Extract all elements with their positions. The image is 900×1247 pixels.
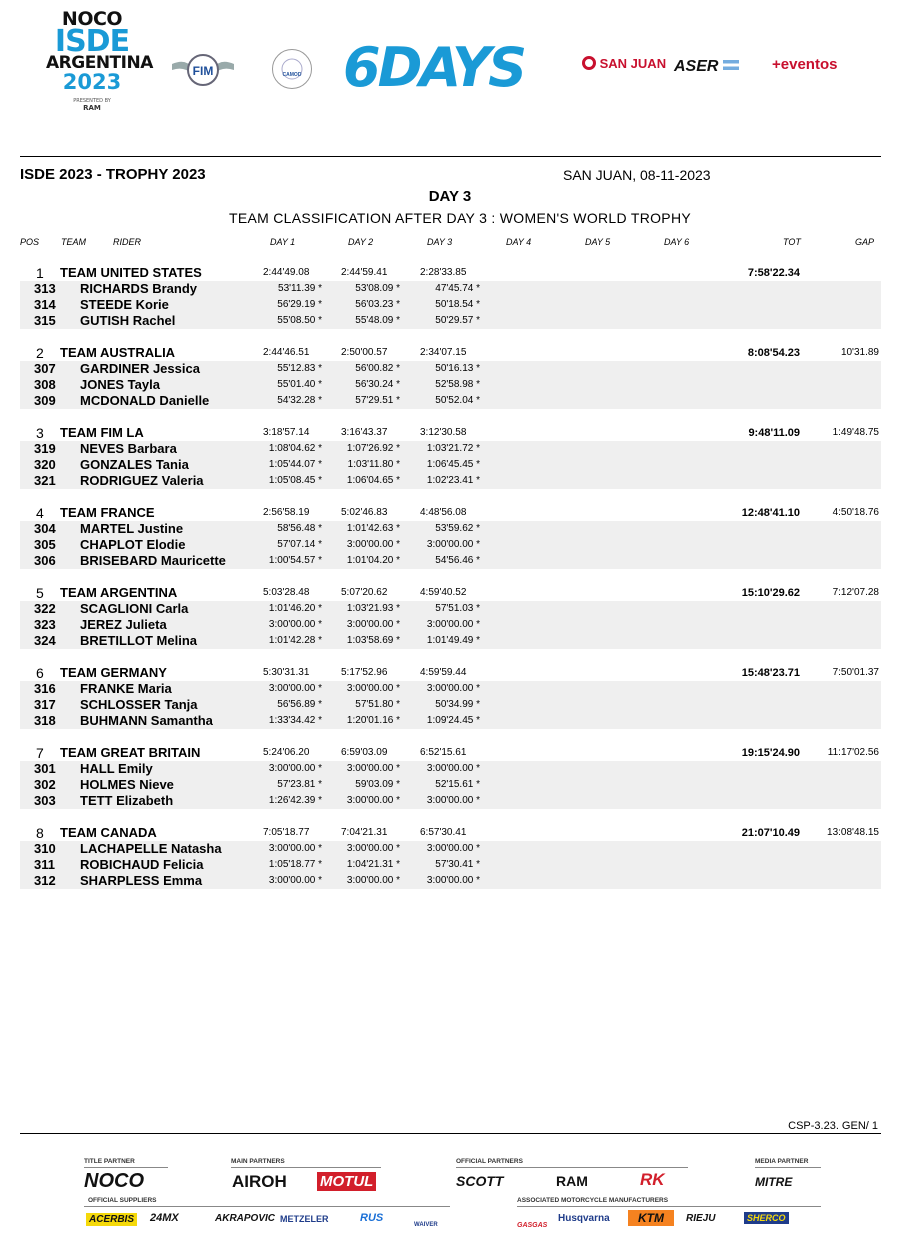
sixdays-logo: 6DAYS <box>343 36 524 99</box>
rider-day2-time: 59'03.09 * <box>355 779 400 790</box>
team-position: 6 <box>36 665 44 681</box>
rider-day3-time: 3:00'00.00 * <box>426 619 480 630</box>
rider-day3-time: 50'34.99 * <box>435 699 480 710</box>
rider-day2-time: 1:03'58.69 * <box>346 635 400 646</box>
rider-day3-time: 3:00'00.00 * <box>426 795 480 806</box>
rider-name: GONZALES Tania <box>80 457 189 472</box>
rider-number: 310 <box>34 841 56 856</box>
noco-sponsor-logo: NOCO <box>84 1170 144 1192</box>
rider-row <box>20 457 881 473</box>
rider-day3-time: 54'56.46 * <box>435 555 480 566</box>
rider-day3-time: 1:01'49.49 * <box>426 635 480 646</box>
rider-row <box>20 377 881 393</box>
rider-name: CHAPLOT Elodie <box>80 537 186 552</box>
team-day2-time: 2:44'59.41 <box>341 267 388 278</box>
col-pos: POS <box>20 237 40 247</box>
rider-name: FRANKE Maria <box>80 681 172 696</box>
col-team: TEAM <box>61 237 87 247</box>
acerbis-sponsor-logo: ACERBIS <box>86 1213 137 1226</box>
team-name: TEAM FRANCE <box>60 505 155 520</box>
rider-day2-time: 3:00'00.00 * <box>346 683 400 694</box>
team-gap: 13:08'48.15 <box>827 827 879 838</box>
rider-day2-time: 1:03'11.80 * <box>347 459 400 470</box>
header-divider <box>20 156 881 157</box>
team-total-time: 12:48'41.10 <box>741 507 800 519</box>
team-name: TEAM ARGENTINA <box>60 585 178 600</box>
rider-number: 314 <box>34 297 56 312</box>
rider-day1-time: 1:01'42.28 * <box>268 635 322 646</box>
rider-day3-time: 3:00'00.00 * <box>426 763 480 774</box>
rider-day2-time: 3:00'00.00 * <box>346 843 400 854</box>
rider-number: 313 <box>34 281 56 296</box>
day-heading: DAY 3 <box>428 188 472 205</box>
team-position: 5 <box>36 585 44 601</box>
fim-logo <box>170 50 236 90</box>
rider-day3-time: 57'51.03 * <box>435 603 480 614</box>
rider-day2-time: 1:01'04.20 * <box>346 555 400 566</box>
col-day4: DAY 4 <box>506 237 532 247</box>
rider-day2-time: 1:04'21.31 * <box>346 859 400 870</box>
team-total-time: 15:48'23.71 <box>741 667 800 679</box>
team-day2-time: 3:16'43.37 <box>341 427 388 438</box>
team-position: 7 <box>36 745 44 761</box>
team-name: TEAM CANADA <box>60 825 157 840</box>
sun-icon <box>582 56 596 70</box>
rider-day2-time: 56'00.82 * <box>355 363 400 374</box>
team-day2-time: 6:59'03.09 <box>341 747 388 758</box>
rider-number: 321 <box>34 473 56 488</box>
team-position: 2 <box>36 345 44 361</box>
rider-day1-time: 3:00'00.00 * <box>268 763 322 774</box>
rider-day1-time: 3:00'00.00 * <box>268 619 322 630</box>
akrapovic-sponsor-logo: AKRAPOVIC <box>215 1213 276 1224</box>
rider-number: 301 <box>34 761 56 776</box>
team-gap: 4:50'18.76 <box>832 507 879 518</box>
rider-day1-time: 57'07.14 * <box>277 539 322 550</box>
rider-day1-time: 1:05'44.07 * <box>268 459 322 470</box>
team-day1-time: 2:56'58.19 <box>263 507 310 518</box>
rk-sponsor-logo: RK <box>640 1170 665 1189</box>
rider-day1-time: 53'11.39 * <box>278 283 322 294</box>
team-day2-time: 2:50'00.57 <box>341 347 388 358</box>
rider-name: NEVES Barbara <box>80 441 177 456</box>
rider-row <box>20 633 881 649</box>
rider-name: BRISEBARD Mauricette <box>80 553 226 568</box>
rider-number: 322 <box>34 601 56 616</box>
team-day3-time: 3:12'30.58 <box>420 427 467 438</box>
official-partners-rule <box>456 1167 688 1168</box>
mitre-sponsor-logo: MITRE <box>755 1175 793 1189</box>
rider-day3-time: 52'58.98 * <box>435 379 480 390</box>
rider-day2-time: 1:01'42.63 * <box>346 523 400 534</box>
rider-row <box>20 697 881 713</box>
classification-subtitle: TEAM CLASSIFICATION AFTER DAY 3 : WOMEN'S WORLD TROPHY <box>228 210 691 226</box>
rider-day1-time: 1:08'04.62 * <box>268 443 322 454</box>
rider-number: 302 <box>34 777 56 792</box>
ram-sponsor-logo: RAM <box>556 1173 588 1189</box>
rider-row <box>20 473 881 489</box>
rider-number: 315 <box>34 313 56 328</box>
scott-sponsor-logo: SCOTT <box>456 1173 504 1189</box>
team-day1-time: 5:30'31.31 <box>263 667 310 678</box>
team-gap: 7:50'01.37 <box>832 667 879 678</box>
rider-day3-time: 1:02'23.41 * <box>426 475 480 486</box>
team-row <box>20 505 881 521</box>
team-name: TEAM UNITED STATES <box>60 265 202 280</box>
rider-day1-time: 55'08.50 * <box>277 315 322 326</box>
aser-logo: ASER <box>674 58 739 76</box>
rider-name: SCHLOSSER Tanja <box>80 697 198 712</box>
rider-day3-time: 3:00'00.00 * <box>426 539 480 550</box>
rider-number: 307 <box>34 361 56 376</box>
rider-day1-time: 1:05'08.45 * <box>268 475 322 486</box>
col-day6: DAY 6 <box>664 237 690 247</box>
rider-row <box>20 617 881 633</box>
rider-row <box>20 713 881 729</box>
rider-day2-time: 56'30.24 * <box>355 379 400 390</box>
rider-day1-time: 54'32.28 * <box>277 395 322 406</box>
location-date: SAN JUAN, 08-11-2023 <box>563 167 711 183</box>
rider-number: 308 <box>34 377 56 392</box>
team-row <box>20 665 881 681</box>
team-day2-time: 5:02'46.83 <box>341 507 388 518</box>
rider-row <box>20 537 881 553</box>
rider-name: HALL Emily <box>80 761 153 776</box>
team-total-time: 8:08'54.23 <box>747 347 800 359</box>
rider-day3-time: 57'30.41 * <box>435 859 480 870</box>
rider-number: 305 <box>34 537 56 552</box>
eventos-logo: +eventos <box>772 56 838 73</box>
team-position: 1 <box>36 265 44 281</box>
team-day1-time: 5:24'06.20 <box>263 747 310 758</box>
team-day3-time: 6:57'30.41 <box>420 827 467 838</box>
rider-row <box>20 777 881 793</box>
team-day3-time: 2:28'33.85 <box>420 267 467 278</box>
rider-row <box>20 313 881 329</box>
manufacturers-rule <box>517 1206 821 1207</box>
metzeler-sponsor-logo: METZELER <box>280 1214 329 1224</box>
san-juan-logo: SAN JUAN <box>582 56 666 71</box>
rider-row <box>20 441 881 457</box>
rider-name: JONES Tayla <box>80 377 160 392</box>
rider-day2-time: 3:00'00.00 * <box>346 619 400 630</box>
rider-name: LACHAPELLE Natasha <box>80 841 222 856</box>
rider-day2-time: 3:00'00.00 * <box>346 539 400 550</box>
manufacturers-label: ASSOCIATED MOTORCYCLE MANUFACTURERS <box>517 1197 669 1204</box>
rider-row <box>20 521 881 537</box>
rider-day1-time: 3:00'00.00 * <box>268 875 322 886</box>
team-name: TEAM GREAT BRITAIN <box>60 745 201 760</box>
rider-number: 312 <box>34 873 56 888</box>
24mx-sponsor-logo: 24MX <box>150 1212 179 1224</box>
official-suppliers-rule <box>84 1206 450 1207</box>
svg-text:CAMOD: CAMOD <box>282 72 302 78</box>
rider-name: GARDINER Jessica <box>80 361 200 376</box>
argentina-flag-icon <box>723 60 739 70</box>
rider-day3-time: 1:03'21.72 * <box>426 443 480 454</box>
rider-name: BRETILLOT Melina <box>80 633 197 648</box>
team-row <box>20 345 881 361</box>
title-partner-label: TITLE PARTNER <box>84 1158 135 1165</box>
col-day1: DAY 1 <box>270 237 296 247</box>
rider-day3-time: 53'59.62 * <box>435 523 480 534</box>
team-position: 8 <box>36 825 44 841</box>
col-gap: GAP <box>855 237 875 247</box>
team-day3-time: 4:59'40.52 <box>420 587 467 598</box>
rider-name: ROBICHAUD Felicia <box>80 857 204 872</box>
team-day3-time: 4:48'56.08 <box>420 507 467 518</box>
rider-name: SHARPLESS Emma <box>80 873 203 888</box>
rus-sponsor-logo: RUS <box>360 1212 384 1224</box>
rider-day3-time: 3:00'00.00 * <box>426 875 480 886</box>
rider-number: 316 <box>34 681 56 696</box>
rider-number: 320 <box>34 457 56 472</box>
official-suppliers-label: OFFICIAL SUPPLIERS <box>88 1197 157 1204</box>
rider-name: RICHARDS Brandy <box>80 281 198 296</box>
rider-day3-time: 50'18.54 * <box>435 299 480 310</box>
rider-number: 303 <box>34 793 56 808</box>
gasgas-sponsor-logo: GASGAS <box>517 1222 548 1229</box>
rider-day3-time: 52'15.61 * <box>435 779 480 790</box>
rider-name: TETT Elizabeth <box>80 793 174 808</box>
rider-day1-time: 1:26'42.39 * <box>268 795 322 806</box>
airoh-sponsor-logo: AIROH <box>232 1172 287 1191</box>
team-day2-time: 5:17'52.96 <box>341 667 388 678</box>
rider-number: 319 <box>34 441 56 456</box>
team-day1-time: 3:18'57.14 <box>263 427 310 438</box>
rider-day2-time: 56'03.23 * <box>355 299 400 310</box>
document-title: ISDE 2023 - TROPHY 2023 <box>20 166 206 183</box>
rider-number: 317 <box>34 697 56 712</box>
team-total-time: 7:58'22.34 <box>747 267 800 279</box>
rider-day1-time: 56'56.89 * <box>277 699 322 710</box>
rider-row <box>20 873 881 889</box>
rider-day2-time: 1:20'01.16 * <box>346 715 400 726</box>
rider-row <box>20 761 881 777</box>
rider-number: 304 <box>34 521 56 536</box>
rider-day2-time: 53'08.09 * <box>355 283 400 294</box>
col-day5: DAY 5 <box>585 237 611 247</box>
rider-day3-time: 50'52.04 * <box>435 395 480 406</box>
rider-row <box>20 793 881 809</box>
team-position: 4 <box>36 505 44 521</box>
rider-day2-time: 3:00'00.00 * <box>346 763 400 774</box>
rider-day1-time: 1:01'46.20 * <box>268 603 322 614</box>
sherco-sponsor-logo: SHERCO <box>744 1212 789 1224</box>
col-tot: TOT <box>783 237 801 247</box>
footer-divider <box>20 1133 881 1134</box>
waiver-sponsor-logo: WAIVER <box>414 1222 438 1228</box>
rider-day1-time: 58'56.48 * <box>277 523 322 534</box>
team-row <box>20 425 881 441</box>
rider-row <box>20 681 881 697</box>
rider-number: 309 <box>34 393 56 408</box>
col-day2: DAY 2 <box>348 237 374 247</box>
rider-day2-time: 57'29.51 * <box>355 395 400 406</box>
isde-event-logo: NOCO ISDE ARGENTINA 2023 PRESENTED BY RAM <box>46 8 153 112</box>
team-row <box>20 265 881 281</box>
team-total-time: 9:48'11.09 <box>748 427 800 439</box>
team-gap: 1:49'48.75 <box>832 427 879 438</box>
rider-row <box>20 841 881 857</box>
main-partners-rule <box>231 1167 381 1168</box>
husqvarna-sponsor-logo: Husqvarna <box>558 1213 610 1224</box>
media-partner-label: MEDIA PARTNER <box>755 1158 809 1165</box>
rider-row <box>20 361 881 377</box>
rider-day3-time: 50'16.13 * <box>435 363 480 374</box>
motul-sponsor-logo: MOTUL <box>317 1172 376 1191</box>
rider-name: MARTEL Justine <box>80 521 184 536</box>
rider-day3-time: 1:06'45.45 * <box>426 459 480 470</box>
rider-day2-time: 57'51.80 * <box>355 699 400 710</box>
col-day3: DAY 3 <box>427 237 453 247</box>
team-gap: 10'31.89 <box>840 347 879 358</box>
rider-day2-time: 3:00'00.00 * <box>346 795 400 806</box>
rider-day1-time: 3:00'00.00 * <box>268 843 322 854</box>
rider-day1-time: 1:33'34.42 * <box>268 715 322 726</box>
rider-row <box>20 601 881 617</box>
team-day2-time: 7:04'21.31 <box>341 827 388 838</box>
main-partners-label: MAIN PARTNERS <box>231 1158 285 1165</box>
rider-day3-time: 3:00'00.00 * <box>426 843 480 854</box>
rider-day3-time: 47'45.74 * <box>435 283 480 294</box>
rider-name: MCDONALD Danielle <box>80 393 210 408</box>
team-name: TEAM FIM LA <box>60 425 144 440</box>
col-rider: RIDER <box>113 237 142 247</box>
rider-day3-time: 50'29.57 * <box>435 315 480 326</box>
document-reference: CSP-3.23. GEN/ 1 <box>788 1120 878 1132</box>
rider-name: STEEDE Korie <box>80 297 169 312</box>
team-name: TEAM AUSTRALIA <box>60 345 176 360</box>
rider-number: 306 <box>34 553 56 568</box>
rider-number: 324 <box>34 633 56 648</box>
rider-name: GUTISH Rachel <box>80 313 176 328</box>
team-total-time: 21:07'10.49 <box>741 827 800 839</box>
rider-day2-time: 3:00'00.00 * <box>346 875 400 886</box>
team-row <box>20 825 881 841</box>
title-partner-rule <box>84 1167 168 1168</box>
rider-number: 318 <box>34 713 56 728</box>
team-day1-time: 5:03'28.48 <box>263 587 310 598</box>
rider-row <box>20 281 881 297</box>
team-row <box>20 745 881 761</box>
rider-day2-time: 55'48.09 * <box>355 315 400 326</box>
rieju-sponsor-logo: RIEJU <box>686 1213 716 1224</box>
rider-row <box>20 857 881 873</box>
rider-name: RODRIGUEZ Valeria <box>80 473 204 488</box>
rider-day1-time: 1:00'54.57 * <box>268 555 322 566</box>
rider-day1-time: 1:05'18.77 * <box>268 859 322 870</box>
team-day3-time: 6:52'15.61 <box>420 747 467 758</box>
team-day1-time: 2:44'46.51 <box>263 347 310 358</box>
rider-name: BUHMANN Samantha <box>80 713 213 728</box>
rider-row <box>20 553 881 569</box>
rider-name: HOLMES Nieve <box>80 777 174 792</box>
rider-number: 311 <box>34 857 55 872</box>
team-gap: 11:17'02.56 <box>827 747 879 758</box>
rider-day1-time: 3:00'00.00 * <box>268 683 322 694</box>
svg-text:FIM: FIM <box>192 64 214 78</box>
rider-day1-time: 57'23.81 * <box>277 779 322 790</box>
rider-name: SCAGLIONI Carla <box>80 601 189 616</box>
team-total-time: 19:15'24.90 <box>741 747 800 759</box>
media-partner-rule <box>755 1167 821 1168</box>
rider-day3-time: 3:00'00.00 * <box>426 683 480 694</box>
rider-day1-time: 55'12.83 * <box>277 363 322 374</box>
team-day3-time: 4:59'59.44 <box>420 667 467 678</box>
team-gap: 7:12'07.28 <box>832 587 879 598</box>
rider-day2-time: 1:03'21.93 * <box>346 603 400 614</box>
rider-name: JEREZ Julieta <box>80 617 167 632</box>
team-day3-time: 2:34'07.15 <box>420 347 467 358</box>
rider-day1-time: 55'01.40 * <box>277 379 322 390</box>
ktm-sponsor-logo: KTM <box>628 1210 674 1226</box>
team-day1-time: 2:44'49.08 <box>263 267 310 278</box>
rider-row <box>20 393 881 409</box>
team-total-time: 15:10'29.62 <box>741 587 800 599</box>
team-position: 3 <box>36 425 44 441</box>
team-name: TEAM GERMANY <box>60 665 167 680</box>
team-day1-time: 7:05'18.77 <box>263 827 310 838</box>
rider-day2-time: 1:06'04.65 * <box>346 475 400 486</box>
cam-logo <box>272 49 312 89</box>
team-row <box>20 585 881 601</box>
rider-number: 323 <box>34 617 56 632</box>
rider-row <box>20 297 881 313</box>
rider-day1-time: 56'29.19 * <box>277 299 322 310</box>
official-partners-label: OFFICIAL PARTNERS <box>456 1158 523 1165</box>
team-day2-time: 5:07'20.62 <box>341 587 388 598</box>
rider-day3-time: 1:09'24.45 * <box>426 715 480 726</box>
rider-day2-time: 1:07'26.92 * <box>346 443 400 454</box>
